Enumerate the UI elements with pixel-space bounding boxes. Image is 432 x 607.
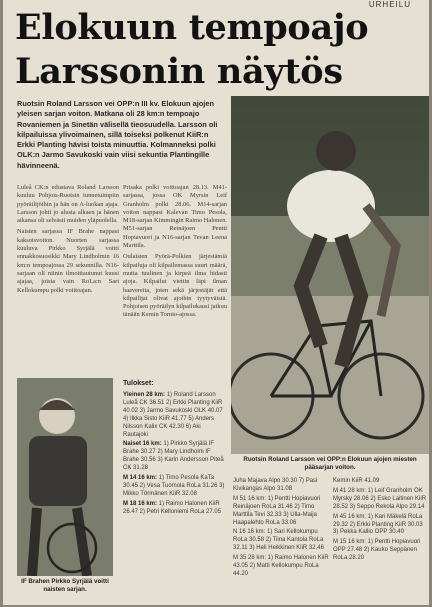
result-entry: Naiset 16 km: 1) Pirkko Syrjälä IF Brahe 30.27 2) Mary Lindholm IF Brahe 30.56 3) Karin Andersson Piteå CK 31.28	[123, 441, 224, 472]
headline-line-1: Elokuun tempoajo	[15, 7, 369, 48]
section-tag: URHEILU	[368, 0, 411, 9]
result-entry: Juha Majava Alpo 30.30 7) Pasi Kivikangas Alpo 31.08	[233, 478, 318, 492]
results-column-3	[333, 478, 427, 565]
results-list	[123, 392, 227, 519]
result-entry: M 45 16 km: 1) Kari Mäkelä RoLa 29.32 2) Erkki Planting KiiR 30.03 3) Pekka Kallio OPP 30.40	[333, 513, 423, 536]
results-column-2	[233, 478, 329, 581]
lead-paragraph: Ruotsin Roland Larsson vei OPP:n III kv. Elokuun ajojen yleisen sarjan voiton. Matkana oli 28 km:n tempoajo Rovaniemen ja Sinetän välisellä tieosuudella. Larsson oli kilpailuissa ylivoimainen, sillä toiseksi polkenut KiiR:n Erkki Planting hävisi toista minuuttia. Kolmanneksi polki OLK:n Jarmo Savukoski vain viisi sekuntia Plantingille hävinneenä.	[17, 99, 218, 170]
article-paragraph: Oulaisten Pyörä-Polkien järjestämiä kilpailuja oli kilpailemassa suuri määrä, mutta tuulinen ja kirpeä ilma hidasti ajoja. Kilpailut vietiin läpi ilman haavereita, joten sekä järjestäjät että kilpailijat olivat ajoihin tyytyväisiä. Pohjoisen pyöräilyn kilpailukausi jatkuu tänään Kemin Tornio-ajossa.	[123, 253, 227, 319]
article-paragraph: Naisten sarjassa IF Brahe nappasi kaksoisvoiton. Nuorten sarjassa kuuluva Pirkko Syrjälä voitti ennakkosuosikki Mary Lindholmin 16 km:n tempoajossa 29 sekunnilla. N16-sarjaan oli niinin ilmoittautunut kuusi ajajaa, joista vain RoLa:n Sari Kellokumpu polki voittoajan.	[17, 228, 119, 294]
article-column-1	[17, 184, 119, 298]
result-entry: M 18 16 km: 1) Raimo Halonen KiiR 26.47 2) Petri Kelloniemi RoLa 27.05	[123, 500, 222, 515]
result-entry: M 14 16 km: 1) Timo Pesola KaTa 30.45 2) Vesa Tuomola RoLa 31.26 3) Mikko Törmänen KiiR 32.08	[123, 475, 225, 497]
result-entry: Yleinen 28 km: 1) Roland Larsson Luleå CK 36.51 2) Erkki Planting KiiR 40.02 3) Jarmo Savukoski OLK 40.07 4) Ilkka Sisto KiiR 41.77 5) Anders Nilsson Kalix CK 42.30 6) Aki Rautajoki	[123, 392, 223, 438]
headline	[15, 6, 423, 94]
headline-line-2: Larssonin näytös	[15, 51, 343, 92]
portrait-illustration	[17, 378, 113, 576]
cyclist-illustration	[231, 96, 429, 454]
portrait-caption: IF Brahen Pirkko Syrjälä voitti naisten sarjan.	[21, 578, 109, 593]
result-entry: M 15 16 km: 1) Pentti Hopiavuori OPP 27.48 2) Kauko Seppänen RoLa 28.20	[333, 539, 421, 562]
results-title: Tulokset:	[123, 380, 154, 387]
result-entry: M 41 28 km: 1) Leif Granholm OK Myrsky 28.06 2) Esko Laitinen KiiR 28.52 3) Seppo Rekola Alpo 29.14	[333, 487, 427, 510]
result-entry: Kemin KiiR 41.09	[333, 478, 380, 484]
newspaper-page	[3, 0, 429, 605]
result-entry: M 51 16 km: 1) Pentti Hopiavuori Reinäjoen RoLa 31.46 2) Timo Marttila Tevi 32.33 3) Ulla-Maija Haapalehto RoLa 33.06	[233, 495, 321, 526]
cyclist-photo	[231, 96, 429, 454]
result-entry: N 16 16 km: 1) Sari Kellokumpu RoLa 30.58 2) Tiina Kantola RoLa 32.11 3) Heli Heikkinen KiiR 32.46	[233, 529, 324, 552]
portrait-photo	[17, 378, 113, 576]
article-paragraph: Prisaka polki voittoajan 28.13. M41-sarjassa, jossa OK Myrsin Leif Granholm polki 28.06. M14-sarjan voiton nappasi Kalevan Timo Pesola, M18-sarjan Kimmingin Raimo Halonen. M51-sarjan Reinäjoen Pentti Hopiavuori ja N16-sarjan Tevan Leena Marttila.	[123, 184, 228, 250]
article-column-2	[123, 184, 227, 323]
article-paragraph: Luleå CK:n edustava Roland Larsson kuuluu Pohjois-Ruotsin tunnetuimpiin pyöräilijöihin ja hän on A-luokan ajaja. Larsson johti jo alusta alkaen ja hänen aikansa oli selvästi muiden yläpuolella.	[17, 184, 119, 225]
photo-caption: Ruotsin Roland Larsson vei OPP:n Elokuun ajojen miesten pääsarjan voiton.	[243, 456, 417, 471]
result-entry: M 35 28 km: 1) Raimo Halonen KiiR 43.05 2) Matti Kellokumpu RoLa 44.20	[233, 555, 329, 577]
